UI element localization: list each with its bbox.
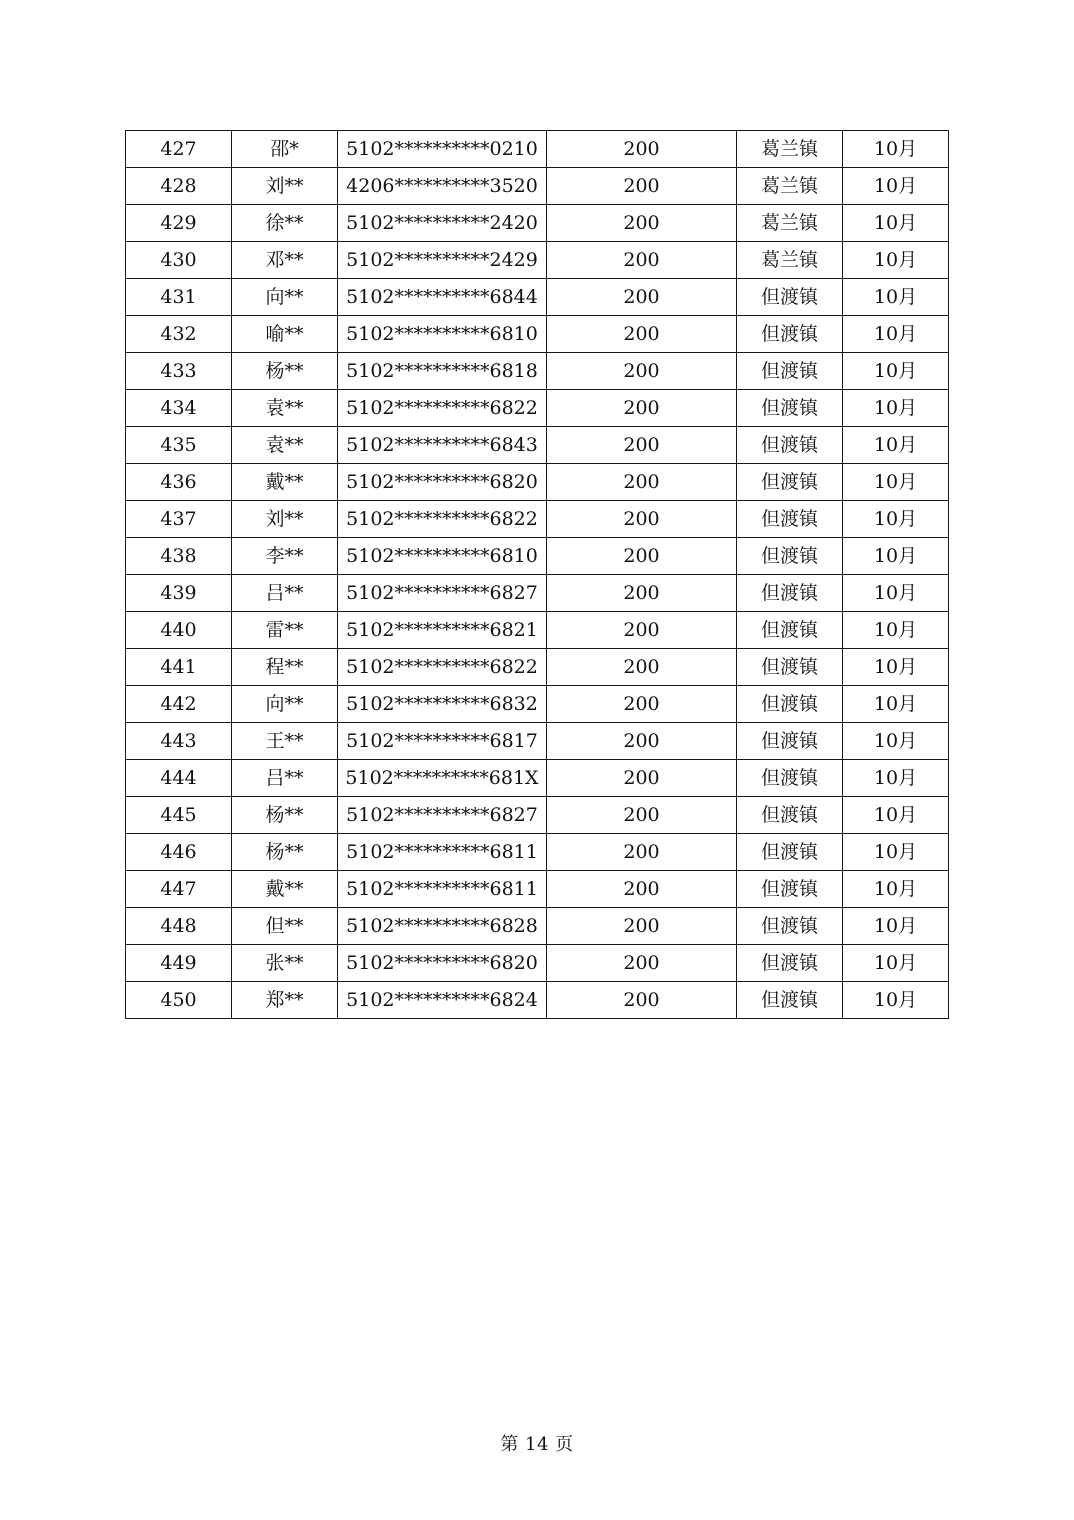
table-row <box>126 390 949 427</box>
name-cell: 但** <box>232 908 338 945</box>
name-cell: 李** <box>232 538 338 575</box>
month-cell: 10月 <box>843 390 949 427</box>
amount-cell: 200 <box>547 390 737 427</box>
amount-cell: 200 <box>547 575 737 612</box>
amount-cell: 200 <box>547 834 737 871</box>
row-number-cell: 448 <box>126 908 232 945</box>
id-number-cell: 5102**********6811 <box>338 834 547 871</box>
amount-cell: 200 <box>547 501 737 538</box>
name-cell: 袁** <box>232 427 338 464</box>
amount-cell: 200 <box>547 908 737 945</box>
town-cell: 但渡镇 <box>737 908 843 945</box>
id-number-cell: 5102**********6844 <box>338 279 547 316</box>
month-cell: 10月 <box>843 205 949 242</box>
id-number-cell: 5102**********6811 <box>338 871 547 908</box>
amount-cell: 200 <box>547 982 737 1019</box>
id-number-cell: 5102**********6824 <box>338 982 547 1019</box>
table-row <box>126 131 949 168</box>
month-cell: 10月 <box>843 686 949 723</box>
town-cell: 葛兰镇 <box>737 205 843 242</box>
town-cell: 但渡镇 <box>737 797 843 834</box>
town-cell: 葛兰镇 <box>737 242 843 279</box>
table-row <box>126 427 949 464</box>
table-row <box>126 834 949 871</box>
id-number-cell: 5102**********6843 <box>338 427 547 464</box>
id-number-cell: 5102**********2429 <box>338 242 547 279</box>
name-cell: 程** <box>232 649 338 686</box>
id-number-cell: 5102**********6810 <box>338 538 547 575</box>
month-cell: 10月 <box>843 760 949 797</box>
table-row <box>126 575 949 612</box>
amount-cell: 200 <box>547 131 737 168</box>
row-number-cell: 444 <box>126 760 232 797</box>
table-row <box>126 464 949 501</box>
name-cell: 向** <box>232 686 338 723</box>
name-cell: 向** <box>232 279 338 316</box>
amount-cell: 200 <box>547 316 737 353</box>
month-cell: 10月 <box>843 612 949 649</box>
month-cell: 10月 <box>843 464 949 501</box>
name-cell: 吕** <box>232 575 338 612</box>
month-cell: 10月 <box>843 575 949 612</box>
row-number-cell: 430 <box>126 242 232 279</box>
town-cell: 但渡镇 <box>737 575 843 612</box>
row-number-cell: 449 <box>126 945 232 982</box>
id-number-cell: 5102**********6822 <box>338 390 547 427</box>
month-cell: 10月 <box>843 353 949 390</box>
town-cell: 但渡镇 <box>737 686 843 723</box>
name-cell: 袁** <box>232 390 338 427</box>
amount-cell: 200 <box>547 723 737 760</box>
row-number-cell: 439 <box>126 575 232 612</box>
id-number-cell: 5102**********6817 <box>338 723 547 760</box>
town-cell: 但渡镇 <box>737 982 843 1019</box>
town-cell: 但渡镇 <box>737 427 843 464</box>
name-cell: 邵* <box>232 131 338 168</box>
id-number-cell: 5102**********6828 <box>338 908 547 945</box>
month-cell: 10月 <box>843 168 949 205</box>
month-cell: 10月 <box>843 538 949 575</box>
row-number-cell: 429 <box>126 205 232 242</box>
month-cell: 10月 <box>843 427 949 464</box>
page-number: 第 14 页 <box>500 1434 574 1455</box>
month-cell: 10月 <box>843 908 949 945</box>
table-row <box>126 797 949 834</box>
name-cell: 张** <box>232 945 338 982</box>
month-cell: 10月 <box>843 242 949 279</box>
table-row <box>126 538 949 575</box>
amount-cell: 200 <box>547 538 737 575</box>
town-cell: 但渡镇 <box>737 612 843 649</box>
town-cell: 但渡镇 <box>737 279 843 316</box>
name-cell: 雷** <box>232 612 338 649</box>
row-number-cell: 434 <box>126 390 232 427</box>
id-number-cell: 5102**********6820 <box>338 945 547 982</box>
table-row <box>126 168 949 205</box>
amount-cell: 200 <box>547 353 737 390</box>
town-cell: 但渡镇 <box>737 760 843 797</box>
town-cell: 葛兰镇 <box>737 131 843 168</box>
row-number-cell: 443 <box>126 723 232 760</box>
month-cell: 10月 <box>843 316 949 353</box>
id-number-cell: 5102**********681X <box>338 760 547 797</box>
id-number-cell: 5102**********6821 <box>338 612 547 649</box>
table-row <box>126 945 949 982</box>
amount-cell: 200 <box>547 760 737 797</box>
id-number-cell: 4206**********3520 <box>338 168 547 205</box>
row-number-cell: 450 <box>126 982 232 1019</box>
row-number-cell: 440 <box>126 612 232 649</box>
roster-table-body <box>126 131 949 1019</box>
id-number-cell: 5102**********6827 <box>338 575 547 612</box>
roster-table <box>125 130 949 1019</box>
amount-cell: 200 <box>547 205 737 242</box>
month-cell: 10月 <box>843 501 949 538</box>
month-cell: 10月 <box>843 871 949 908</box>
table-row <box>126 686 949 723</box>
row-number-cell: 446 <box>126 834 232 871</box>
town-cell: 但渡镇 <box>737 390 843 427</box>
id-number-cell: 5102**********6827 <box>338 797 547 834</box>
table-row <box>126 649 949 686</box>
name-cell: 杨** <box>232 797 338 834</box>
name-cell: 杨** <box>232 353 338 390</box>
town-cell: 但渡镇 <box>737 501 843 538</box>
amount-cell: 200 <box>547 797 737 834</box>
town-cell: 但渡镇 <box>737 945 843 982</box>
id-number-cell: 5102**********6822 <box>338 501 547 538</box>
table-row <box>126 760 949 797</box>
town-cell: 但渡镇 <box>737 316 843 353</box>
table-row <box>126 279 949 316</box>
row-number-cell: 447 <box>126 871 232 908</box>
row-number-cell: 445 <box>126 797 232 834</box>
name-cell: 戴** <box>232 464 338 501</box>
table-row <box>126 982 949 1019</box>
month-cell: 10月 <box>843 723 949 760</box>
id-number-cell: 5102**********2420 <box>338 205 547 242</box>
id-number-cell: 5102**********6818 <box>338 353 547 390</box>
amount-cell: 200 <box>547 464 737 501</box>
amount-cell: 200 <box>547 871 737 908</box>
name-cell: 邓** <box>232 242 338 279</box>
month-cell: 10月 <box>843 279 949 316</box>
amount-cell: 200 <box>547 242 737 279</box>
amount-cell: 200 <box>547 649 737 686</box>
amount-cell: 200 <box>547 945 737 982</box>
row-number-cell: 437 <box>126 501 232 538</box>
id-number-cell: 5102**********0210 <box>338 131 547 168</box>
table-row <box>126 612 949 649</box>
table-row <box>126 316 949 353</box>
row-number-cell: 435 <box>126 427 232 464</box>
row-number-cell: 428 <box>126 168 232 205</box>
name-cell: 郑** <box>232 982 338 1019</box>
id-number-cell: 5102**********6832 <box>338 686 547 723</box>
month-cell: 10月 <box>843 834 949 871</box>
table-row <box>126 242 949 279</box>
id-number-cell: 5102**********6820 <box>338 464 547 501</box>
row-number-cell: 431 <box>126 279 232 316</box>
id-number-cell: 5102**********6822 <box>338 649 547 686</box>
amount-cell: 200 <box>547 427 737 464</box>
name-cell: 杨** <box>232 834 338 871</box>
row-number-cell: 427 <box>126 131 232 168</box>
table-row <box>126 908 949 945</box>
table-row <box>126 501 949 538</box>
town-cell: 但渡镇 <box>737 723 843 760</box>
month-cell: 10月 <box>843 131 949 168</box>
town-cell: 但渡镇 <box>737 538 843 575</box>
name-cell: 喻** <box>232 316 338 353</box>
row-number-cell: 436 <box>126 464 232 501</box>
town-cell: 但渡镇 <box>737 871 843 908</box>
town-cell: 但渡镇 <box>737 353 843 390</box>
town-cell: 葛兰镇 <box>737 168 843 205</box>
row-number-cell: 441 <box>126 649 232 686</box>
row-number-cell: 442 <box>126 686 232 723</box>
id-number-cell: 5102**********6810 <box>338 316 547 353</box>
amount-cell: 200 <box>547 168 737 205</box>
row-number-cell: 433 <box>126 353 232 390</box>
name-cell: 刘** <box>232 168 338 205</box>
name-cell: 戴** <box>232 871 338 908</box>
name-cell: 徐** <box>232 205 338 242</box>
row-number-cell: 432 <box>126 316 232 353</box>
amount-cell: 200 <box>547 612 737 649</box>
row-number-cell: 438 <box>126 538 232 575</box>
table-row <box>126 871 949 908</box>
town-cell: 但渡镇 <box>737 464 843 501</box>
amount-cell: 200 <box>547 686 737 723</box>
table-row <box>126 723 949 760</box>
table-row <box>126 205 949 242</box>
name-cell: 刘** <box>232 501 338 538</box>
town-cell: 但渡镇 <box>737 649 843 686</box>
name-cell: 吕** <box>232 760 338 797</box>
amount-cell: 200 <box>547 279 737 316</box>
name-cell: 王** <box>232 723 338 760</box>
month-cell: 10月 <box>843 649 949 686</box>
town-cell: 但渡镇 <box>737 834 843 871</box>
month-cell: 10月 <box>843 982 949 1019</box>
table-row <box>126 353 949 390</box>
month-cell: 10月 <box>843 945 949 982</box>
month-cell: 10月 <box>843 797 949 834</box>
